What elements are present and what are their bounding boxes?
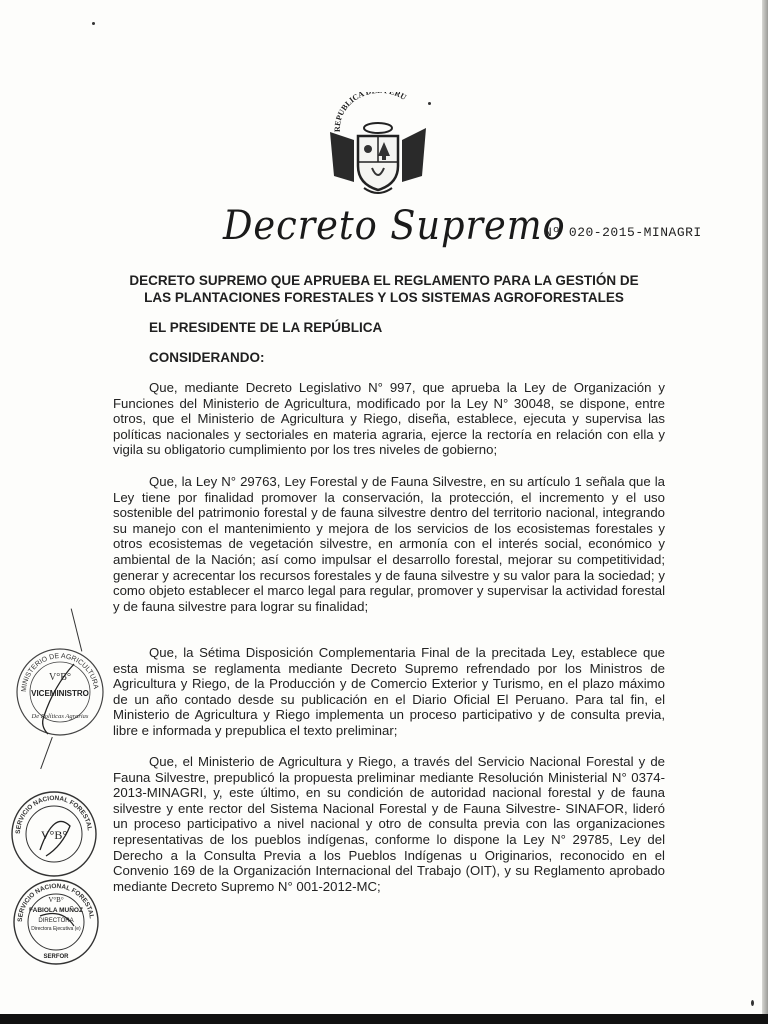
paragraph-text: Que, mediante Decreto Legislativo N° 997, que aprueba la Ley de Organización y Funciones del Ministerio de Agricultura, modificado por la Ley N° 30048, se dispone, entre otros, que el Ministerio de Agricultura y Riego, diseña, establece, ejecuta y supervisa las políticas nacionales y sectoriales en materia agraria, ejerce la rectoría en relación con ella y vigila su obligatorio cumplimiento por los tres niveles de gobierno; (113, 380, 665, 458)
coat-of-arms-text: REPUBLICA RU (332, 92, 408, 133)
svg-text:SERFOR: SERFOR (43, 954, 69, 960)
svg-text:V°B°: V°B° (49, 672, 71, 683)
paragraph (113, 380, 665, 458)
stamp-seal-icon (14, 646, 106, 738)
svg-text:DIRECTORA: DIRECTORA (38, 918, 74, 924)
paragraph-text: Que, la Ley N° 29763, Ley Forestal y de Fauna Silvestre, en su artículo 1 señala que la Ley tiene por finalidad promover la conservación, la protección, el incremento y el uso sostenible del patrimonio forestal y de fauna silvestre dentro del territorio nacional, integrando su manejo con el mantenimiento y mejora de los servicios de los ecosistemas forestales y otros ecosistemas de vegetación silvestre, en armonía con el interés social, económico y ambiental de la Nación; así como impulsar el desarrollo forestal, mejorar su competitividad; generar y acrecentar los recursos forestales y de fauna silvestre y su valor para la sociedad; y como objeto establecer el marco legal para regular, promover y supervisar la actividad forestal y de fauna silvestre para lograr su finalidad; (113, 474, 665, 614)
decree-number: Nº 020-2015-MINAGRI (544, 225, 702, 240)
svg-text:VICEMINISTRO: VICEMINISTRO (31, 689, 89, 698)
paragraph (113, 474, 665, 614)
svg-text:SERVICIO NACIONAL FORESTAL Y D: SERVICIO NACIONAL FORESTAL (16, 882, 95, 923)
decree-title (223, 203, 763, 253)
main-heading (110, 272, 658, 306)
scan-speck (92, 22, 95, 25)
svg-text:De Políticas Agrarias: De Políticas Agrarias (31, 713, 89, 720)
svg-text:FABIOLA MUÑOZ: FABIOLA MUÑOZ (29, 907, 83, 914)
signature-stroke (40, 737, 53, 769)
paragraph-text: Que, el Ministerio de Agricultura y Riego, a través del Servicio Nacional Forestal y de Fauna Silvestre, prepublicó la propuesta preliminar mediante Resolución Ministerial N° 0374-2013-MINAGRI, y, este último, en su condición de autoridad nacional forestal y de fauna silvestre y ente rector del Sistema Nacional Forestal y de Fauna Silvestre- SINAFOR, lideró un proceso participativo a nivel nacional y otro de consulta previa con las organizaciones representativas de los pueblos indígenas, conforme lo dispone la Ley N° 29785, Ley del Derecho a la Consulta Previa a los Pueblos Indígenas u Originarios, reconocido en el Convenio 169 de la Organización Internacional del Trabajo (OIT), y su Reglamento aprobado mediante Decreto Supremo N° 001-2012-MC; (113, 754, 665, 894)
paragraph-text: Que, la Sétima Disposición Complementaria Final de la precitada Ley, establece que esta misma se reglamenta mediante Decreto Supremo refrendado por los Ministros de Agricultura y Riego, de la Producción y de Comercio Exterior y Turismo, en el plazo máximo de un año contado desde su publicación en el Diario Oficial El Peruano. Para tal fin, el Ministerio de Agricultura y Riego implementa un proceso participativo y de consulta previa, libre e informada y prepublica el texto preliminar; (113, 645, 665, 738)
page-bottom-edge (0, 1014, 768, 1024)
svg-text:MINISTERIO DE AGRICULTURA Y RI: MINISTERIO DE AGRICULTURA (20, 652, 99, 693)
coat-of-arms (320, 92, 436, 198)
coat-of-arms-icon (320, 92, 436, 198)
stamp-seal-icon (12, 878, 100, 966)
scan-speck (751, 1000, 754, 1006)
stamp-seal-icon (10, 790, 98, 878)
president-heading: EL PRESIDENTE DE LA REPÚBLICA (149, 320, 383, 335)
main-heading-line: DECRETO SUPREMO QUE APRUEBA EL REGLAMENTO PARA LA GESTIÓN DE (129, 273, 639, 288)
svg-text:V°B°: V°B° (40, 828, 68, 842)
serfor-vb-stamp (10, 790, 98, 878)
paragraph (113, 754, 665, 894)
paragraph (113, 645, 665, 739)
decree-title-word: Decreto Supremo (223, 203, 566, 249)
considerando-heading: CONSIDERANDO: (149, 350, 265, 365)
main-heading-line: LAS PLANTACIONES FORESTALES Y LOS SISTEMAS AGROFORESTALES (144, 290, 624, 305)
svg-text:Directora Ejecutiva (e): Directora Ejecutiva (e) (31, 926, 81, 932)
page-right-edge (762, 0, 768, 1024)
svg-text:SERVICIO NACIONAL FORESTAL Y D: SERVICIO NACIONAL FORESTAL (14, 794, 93, 835)
viceministro-stamp (14, 646, 106, 738)
serfor-director-stamp (12, 878, 100, 966)
svg-text:V°B°: V°B° (48, 896, 64, 904)
